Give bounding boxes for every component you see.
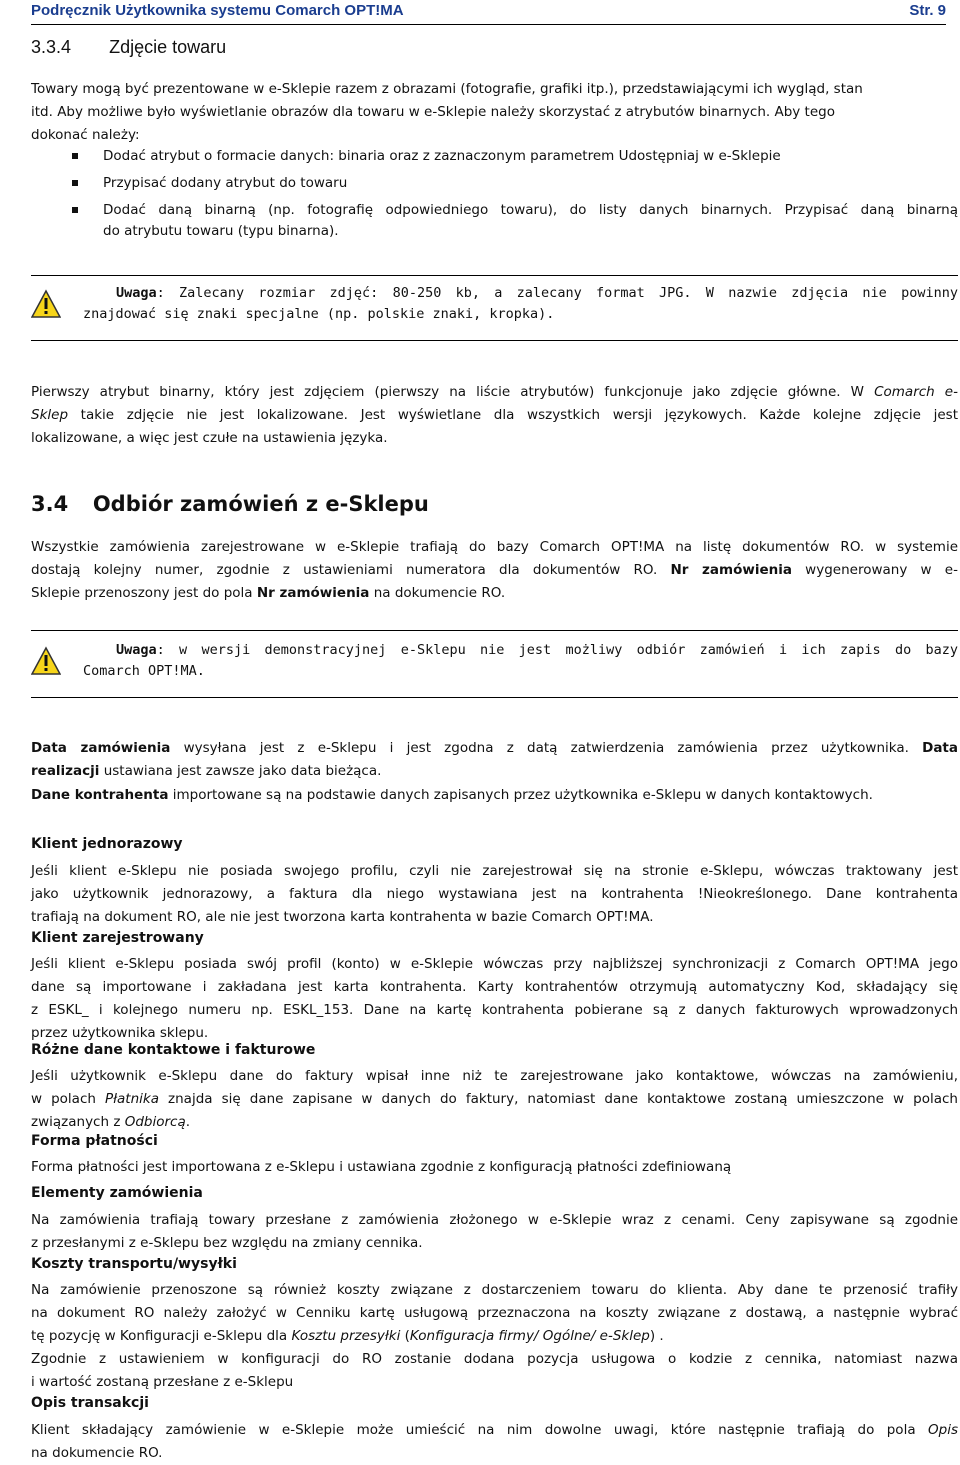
text-span: importowane są na podstawie danych zapisanych przez użytkownika e-Sklepu w danych kontaktowych. [168,787,873,803]
italic-term: Opis [928,1422,958,1438]
text-span: . [185,1114,191,1130]
bold-term: Dane kontrahenta [31,787,169,803]
subheading-different-data: Różne dane kontaktowe i fakturowe [31,1042,316,1058]
text-line: Na zamówienia trafiają towary przesłane z zamówienia złożonego w e-Sklepie wraz z cenami. Ceny zapisywane są zgodnie [31,1212,958,1228]
text-line: Jeśli klient e-Sklepu posiada swój profil (konto) w e-Sklepie wówczas przy najbliższej synchronizacji z Comarch OPT!MA jego [31,956,958,972]
text-line: jako użytkownik jednorazowy, a faktura dla niego wystawiana jest na kontrahenta !Nieokreślonego. Dane kontrahenta [31,886,958,902]
bold-term: Data [922,740,958,756]
different-data-paragraph [31,1065,958,1134]
intro-paragraph [31,78,958,147]
bullet-icon [72,207,78,213]
note-text [83,640,958,682]
text-span: ) . [649,1328,664,1344]
warning-icon [31,289,61,319]
text-line: z ESKL_ i kolejnego numeru np. ESKL_153. Dane na kartę kontrahenta pobierane są z danych fakturowych wprowadzonych [31,1002,958,1018]
order-elements-paragraph [31,1209,958,1255]
bold-term: Data zamówienia [31,740,171,756]
text-line: Wszystkie zamówienia zarejestrowane w e-Sklepie trafiają do bazy Comarch OPT!MA na listę dokumentów RO. w systemie [31,539,958,555]
note-top-rule [31,630,958,631]
italic-term: Kosztu przesyłki [291,1328,401,1344]
text-line: przez użytkownika sklepu. [31,1025,209,1041]
section-title: Odbiór zamówień z e-Sklepu [92,492,429,516]
bullet-icon [72,180,78,186]
transport-costs-paragraph-2 [31,1348,958,1394]
bullet-item: Przypisać dodany atrybut do towaru [103,175,348,191]
text-line: na dokumencie RO. [31,1445,163,1461]
contractor-data-paragraph [31,784,958,807]
text-span: Klient składający zamówienie w e-Sklepie może umieścić na nim dowolne uwagi, które następnie trafiają do pola [31,1422,929,1438]
order-date-paragraph [31,737,958,783]
one-time-client-paragraph [31,860,958,929]
text-span: na dokumencie RO. [369,585,506,601]
italic-term: Konfiguracja firmy/ Ogólne/ e-Sklep [409,1328,650,1344]
page-number: Str. 9 [909,2,946,19]
binary-attribute-paragraph [31,381,958,450]
orders-paragraph [31,536,958,605]
bold-term: realizacji [31,763,100,779]
bullet-item-continuation: do atrybutu towaru (typu binarna). [103,223,339,239]
note-label: Uwaga [116,285,157,301]
note-top-rule [31,275,958,276]
text-span: znajda się dane zapisane w danych do faktury, natomiast dane kontaktowe zostaną umieszczone w polach [158,1091,958,1107]
text-span: związanych z [31,1114,125,1130]
italic-term: Comarch e- [874,384,958,400]
registered-client-paragraph [31,953,958,1045]
bold-term: Nr zamówienia [256,585,370,601]
text-line: i wartość zostaną przesłane z e-Sklepu [31,1374,294,1390]
note-label: Uwaga [116,642,157,658]
subheading-transaction-description: Opis transakcji [31,1395,149,1411]
payment-form-paragraph: Forma płatności jest importowana z e-Sklepu i ustawiana zgodnie z konfiguracją płatności zdefiniowaną [31,1159,732,1175]
note-line: Comarch OPT!MA. [83,663,205,679]
text-line: z przesłanymi z e-Sklepu bez względu na zmiany cennika. [31,1235,423,1251]
warning-icon [31,646,61,676]
text-span: wysyłana jest z e-Sklepu i jest zgodna z datą zatwierdzenia zamówienia przez użytkownika. [170,740,923,756]
section-heading-334 [31,37,226,58]
note-bottom-rule [31,340,958,341]
note-line: znajdować się znaki specjalne (np. polskie znaki, kropka). [83,306,555,322]
text-span: ustawiana jest zawsze jako data bieżąca. [99,763,382,779]
italic-term: Płatnika [105,1091,159,1107]
note-line: : w wersji demonstracyjnej e-Sklepu nie jest możliwy odbiór zamówień i ich zapis do bazy [156,642,958,658]
text-line: Na zamówienie przenoszone są również koszty związane z dostarczeniem towaru do klienta. Aby dane te przenosić trafiły [31,1282,958,1298]
italic-term: Sklep [31,407,69,423]
subheading-transport-costs: Koszty transportu/wysyłki [31,1256,237,1272]
page-header [31,0,946,25]
bullet-icon [72,153,78,159]
text-line: Towary mogą być prezentowane w e-Sklepie razem z obrazami (fotografie, grafiki itp.), przedstawiającymi ich wygląd, stan [31,81,863,97]
text-span: Pierwszy atrybut binarny, który jest zdjęciem (pierwszy na liście atrybutów) funkcjonuje jako zdjęcie główne. W [31,384,875,400]
text-line: dane są importowane i zakładana jest karta kontrahenta. Karty kontrahentów otrzymują automatyczny Kod, składający się [31,979,958,995]
bold-term: Nr zamówienia [670,562,792,578]
text-line: Jeśli użytkownik e-Sklepu dane do faktury wpisał inne niż te zarejestrowane jako kontaktowe, wówczas na zamówieniu, [31,1068,958,1084]
text-line: trafiają na dokument RO, ale nie jest tworzona karta kontrahenta w bazie Comarch OPT!MA. [31,909,654,925]
bullet-item: Dodać atrybut o formacie danych: binaria oraz z zaznaczonym parametrem Udostępniaj w e-Sklepie [103,148,781,164]
subheading-one-time-client: Klient jednorazowy [31,836,183,852]
text-span: w polach [31,1091,105,1107]
text-span: wygenerowany w e- [791,562,958,578]
section-title: Zdjęcie towaru [109,37,227,57]
note-text [83,283,958,325]
section-number: 3.4 [31,492,69,516]
text-line: dokonać należy: [31,127,140,143]
text-line: itd. Aby możliwe było wyświetlanie obrazów dla towaru w e-Sklepie należy skorzystać z atrybutów binarnych. Aby tego [31,104,835,120]
note-line: : Zalecany rozmiar zdjęć: 80-250 kb, a zalecany format JPG. W nazwie zdjęcia nie powinny [156,285,958,301]
document-title: Podręcznik Użytkownika systemu Comarch OPT!MA [31,2,404,19]
text-line: Jeśli klient e-Sklepu nie posiada swojego profilu, czyli nie zarejestrował się na stronie e-Sklepu, wówczas traktowany jest [31,863,958,879]
subheading-payment-form: Forma płatności [31,1133,158,1149]
note-bottom-rule [31,697,958,698]
text-span: tę pozycję w Konfiguracji e-Sklepu dla [31,1328,292,1344]
text-line: lokalizowane, a więc jest czułe na ustawienia języka. [31,430,388,446]
section-number: 3.3.4 [31,37,72,57]
text-span: ( [400,1328,410,1344]
transaction-description-paragraph [31,1419,958,1465]
subheading-order-elements: Elementy zamówienia [31,1185,203,1201]
bullet-item: Dodać daną binarną (np. fotografię odpowiedniego towaru), do listy danych binarnych. Przypisać daną binarną [103,202,958,218]
text-line: Zgodnie z ustawieniem w konfiguracji do RO zostanie dodana pozycja usługowa o kodzie z cennika, natomiast nazwa [31,1351,958,1367]
subheading-registered-client: Klient zarejestrowany [31,930,204,946]
section-heading-34 [31,492,429,516]
italic-term: Odbiorcą [124,1114,186,1130]
text-span: Sklepie przenoszony jest do pola [31,585,257,601]
text-line: na dokument RO należy założyć w Cenniku kartę usługową przeznaczona na koszty związane z dostawą, a następnie wybrać [31,1305,958,1321]
text-span: takie zdjęcie nie jest lokalizowane. Jest wyświetlane dla wszystkich wersji językowych. Każde kolejne zdjęcie jest [68,407,958,423]
text-span: dostają kolejny numer, zgodnie z ustawieniami numeratora dla dokumentów RO. [31,562,671,578]
transport-costs-paragraph [31,1279,958,1348]
